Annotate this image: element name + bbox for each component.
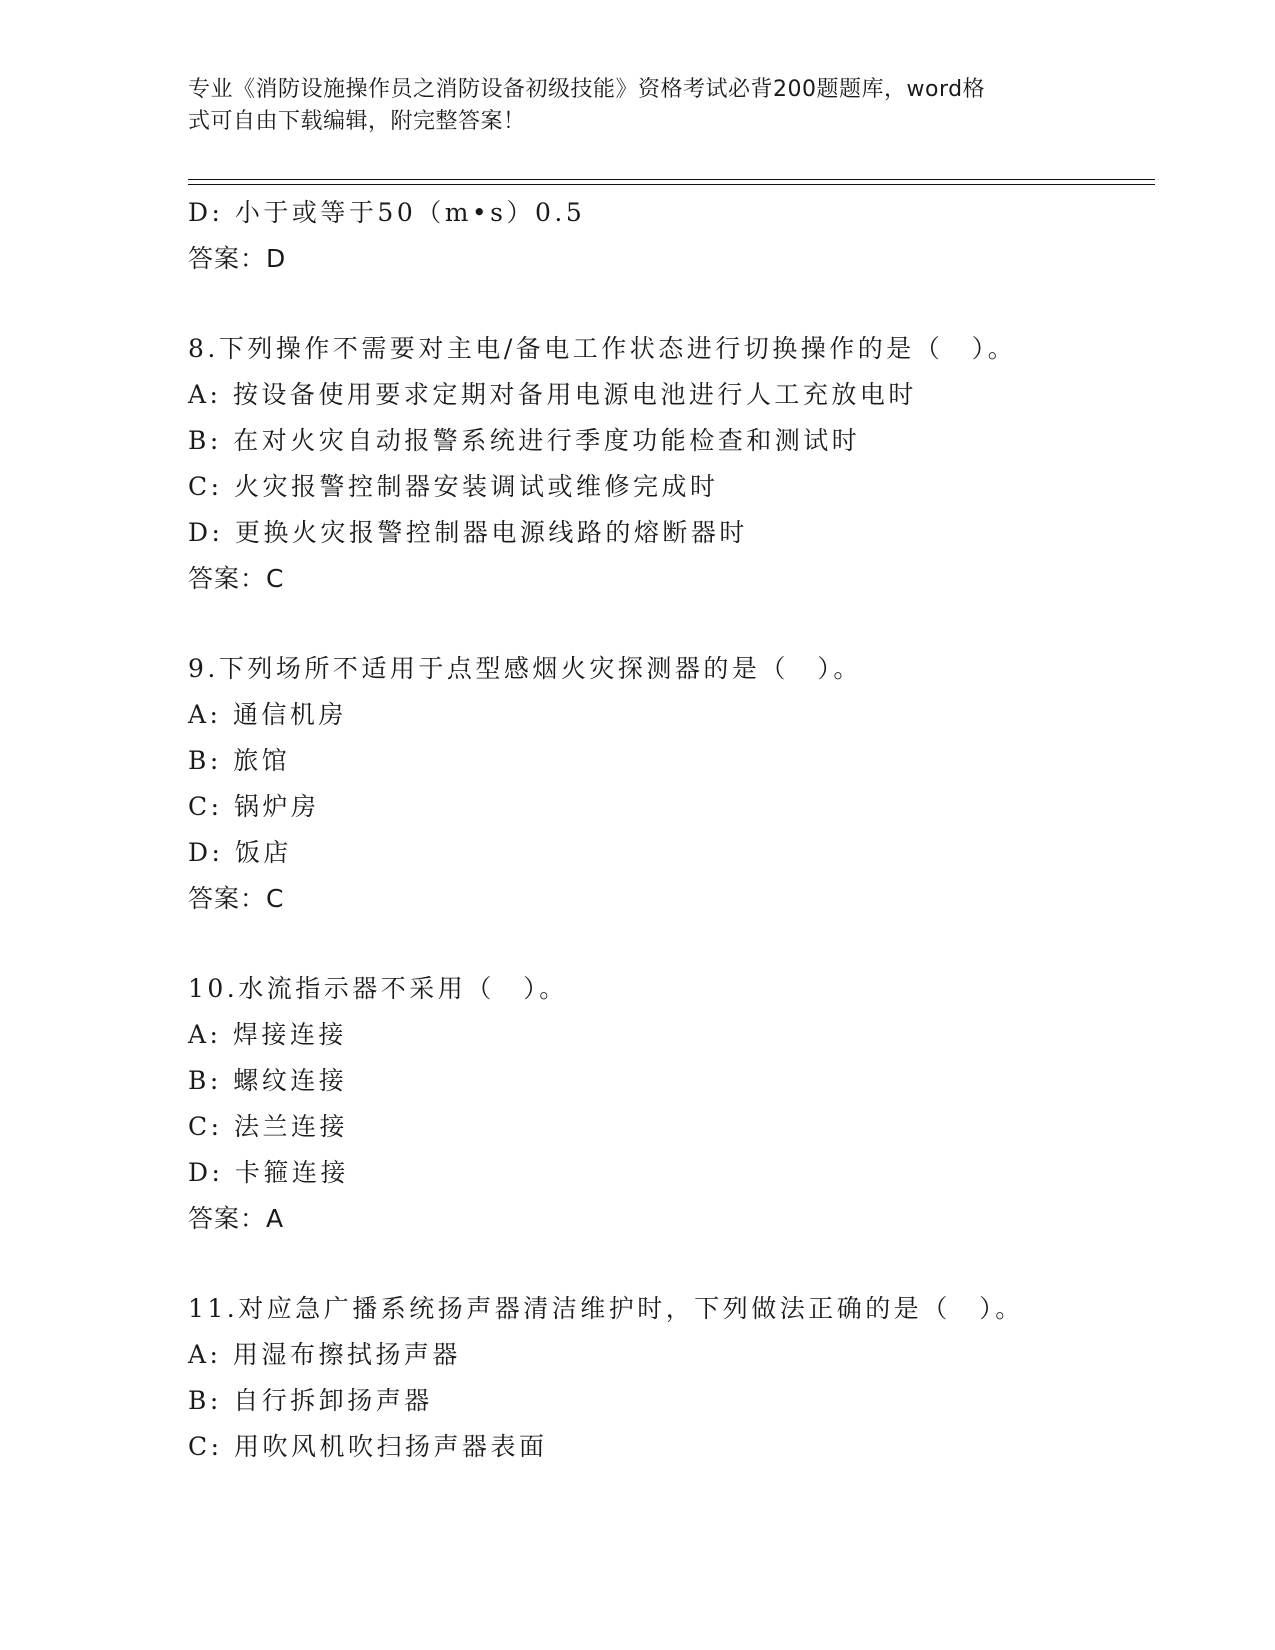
option-c: C: 用吹风机吹扫扬声器表面 bbox=[188, 1432, 548, 1461]
document-body bbox=[188, 190, 1155, 1470]
question-block-10 bbox=[188, 966, 1155, 1242]
answer: 答案：C bbox=[188, 884, 285, 913]
option-b: B: 螺纹连接 bbox=[188, 1066, 348, 1095]
option-a: A: 按设备使用要求定期对备用电源电池进行人工充放电时 bbox=[188, 380, 917, 409]
option-b: B: 在对火灾自动报警系统进行季度功能检查和测试时 bbox=[188, 426, 861, 455]
header-line-1: 专业《消防设施操作员之消防设备初级技能》资格考试必背200题题库，word格 bbox=[188, 77, 986, 102]
question-stem: 10.水流指示器不采用（ ）。 bbox=[188, 974, 568, 1003]
spacer bbox=[188, 602, 1155, 646]
spacer bbox=[188, 282, 1155, 326]
answer: 答案：C bbox=[188, 564, 285, 593]
answer: 答案：A bbox=[188, 1204, 285, 1233]
option-c: C: 火灾报警控制器安装调试或维修完成时 bbox=[188, 472, 719, 501]
option-d: D: 饭店 bbox=[188, 838, 292, 867]
spacer bbox=[188, 922, 1155, 966]
answer-continued: 答案：D bbox=[188, 244, 287, 273]
option-c: C: 法兰连接 bbox=[188, 1112, 348, 1141]
header-rule-bottom bbox=[188, 184, 1155, 185]
question-stem: 9.下列场所不适用于点型感烟火灾探测器的是（ ）。 bbox=[188, 654, 862, 683]
spacer bbox=[188, 1242, 1155, 1286]
header-line-2: 式可自由下载编辑，附完整答案！ bbox=[188, 109, 526, 134]
question-block-11 bbox=[188, 1286, 1155, 1470]
document-header bbox=[188, 74, 1088, 138]
option-d-continued: D: 小于或等于50（m•s）0.5 bbox=[188, 198, 586, 227]
option-a: A: 焊接连接 bbox=[188, 1020, 347, 1049]
question-block-8 bbox=[188, 326, 1155, 602]
question-block-9 bbox=[188, 646, 1155, 922]
option-b: B: 旅馆 bbox=[188, 746, 291, 775]
option-a: A: 通信机房 bbox=[188, 700, 347, 729]
question-stem: 11.对应急广播系统扬声器清洁维护时，下列做法正确的是（ ）。 bbox=[188, 1294, 1024, 1323]
option-d: D: 卡箍连接 bbox=[188, 1158, 349, 1187]
option-d: D: 更换火灾报警控制器电源线路的熔断器时 bbox=[188, 518, 748, 547]
question-stem: 8.下列操作不需要对主电/备电工作状态进行切换操作的是（ ）。 bbox=[188, 334, 1017, 363]
option-b: B: 自行拆卸扬声器 bbox=[188, 1386, 433, 1415]
option-c: C: 锅炉房 bbox=[188, 792, 320, 821]
option-a: A: 用湿布擦拭扬声器 bbox=[188, 1340, 461, 1369]
header-rule-top bbox=[188, 179, 1155, 180]
